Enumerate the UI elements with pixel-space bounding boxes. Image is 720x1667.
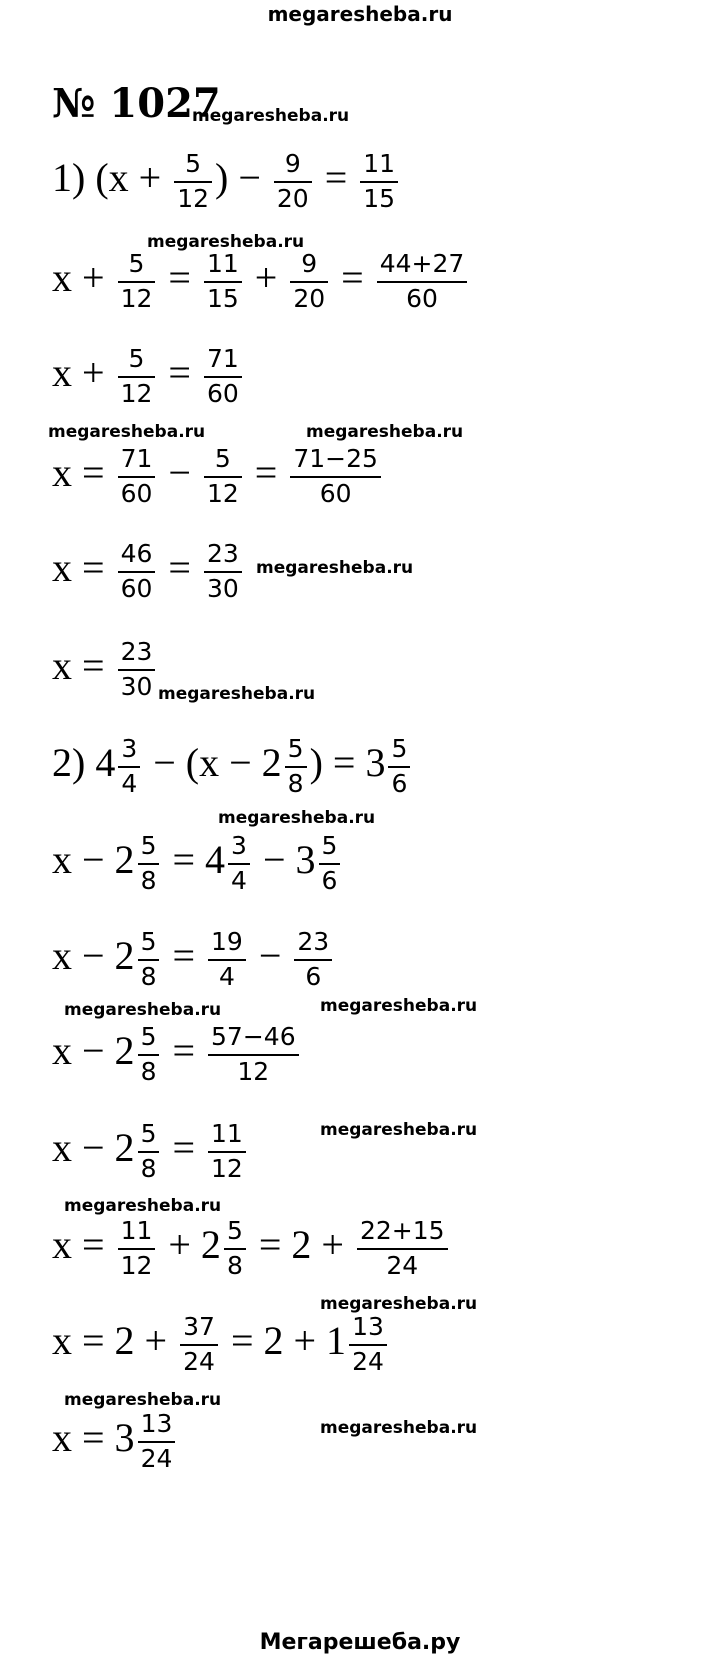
- equation-text: x − 2: [52, 836, 135, 882]
- watermark: megaresheba.ru: [256, 558, 414, 578]
- numerator: 5: [138, 1120, 160, 1153]
- equation-text: 1) (x +: [52, 154, 172, 200]
- watermark: megaresheba.ru: [320, 1294, 478, 1314]
- fraction: [204, 345, 242, 409]
- equation-text: =: [331, 254, 374, 300]
- equation-line: [52, 150, 401, 214]
- fraction: [228, 832, 250, 896]
- equation-text: x =: [52, 449, 115, 495]
- equation-line: [52, 1023, 302, 1087]
- numerator: 46: [118, 540, 156, 573]
- equation-text: x − 2: [52, 932, 135, 978]
- numerator: 5: [174, 150, 212, 183]
- numerator: 13: [349, 1313, 387, 1346]
- denominator: 60: [206, 378, 239, 408]
- fraction: [204, 445, 242, 509]
- watermark: megaresheba.ru: [64, 1196, 222, 1216]
- numerator: 5: [118, 345, 156, 378]
- numerator: 5: [138, 1023, 160, 1056]
- denominator: 24: [183, 1346, 215, 1376]
- watermark: megaresheba.ru: [320, 1120, 478, 1140]
- numerator: 9: [274, 150, 312, 183]
- fraction: [294, 928, 332, 992]
- numerator: 57−46: [208, 1023, 299, 1056]
- equation-line: [52, 928, 335, 992]
- denominator: 30: [120, 671, 153, 701]
- denominator: 60: [120, 478, 153, 508]
- equation-line: [52, 345, 245, 409]
- fraction: [360, 150, 398, 214]
- denominator: 8: [140, 961, 157, 991]
- equation-text: = 4: [162, 836, 226, 882]
- fraction: [357, 1217, 448, 1281]
- numerator: 5: [138, 832, 160, 865]
- equation-text: = 2 +: [248, 1221, 354, 1267]
- equation-line: [52, 250, 470, 314]
- denominator: 12: [120, 378, 153, 408]
- fraction: [204, 540, 242, 604]
- equation-text: =: [162, 1027, 206, 1073]
- numerator: 9: [290, 250, 328, 283]
- denominator: 24: [140, 1443, 173, 1473]
- fraction: [138, 1410, 176, 1474]
- watermark: megaresheba.ru: [158, 684, 316, 704]
- denominator: 12: [206, 478, 239, 508]
- equation-text: x = 2 +: [52, 1317, 178, 1363]
- equation-text: x =: [52, 642, 115, 688]
- watermark: megaresheba.ru: [218, 808, 376, 828]
- watermark: megaresheba.ru: [48, 422, 206, 442]
- fraction: [138, 928, 160, 992]
- equation-line: [52, 540, 245, 604]
- fraction: [138, 1023, 160, 1087]
- header-watermark: megaresheba.ru: [267, 2, 453, 26]
- equation-line: [52, 1217, 451, 1281]
- equation-text: =: [158, 544, 201, 590]
- equation-text: =: [314, 154, 358, 200]
- fraction: [174, 150, 212, 214]
- problem-title: № 1027: [52, 80, 221, 127]
- equation-line: [52, 1120, 249, 1184]
- denominator: 4: [218, 961, 235, 991]
- fraction: [285, 735, 307, 799]
- fraction: [118, 250, 156, 314]
- numerator: 11: [118, 1217, 156, 1250]
- denominator: 4: [121, 768, 138, 798]
- numerator: 22+15: [357, 1217, 448, 1250]
- denominator: 4: [231, 865, 247, 895]
- numerator: 11: [204, 250, 242, 283]
- numerator: 19: [208, 928, 246, 961]
- equation-text: =: [158, 349, 201, 395]
- watermark: megaresheba.ru: [64, 1000, 222, 1020]
- equation-line: [52, 445, 384, 509]
- fraction: [118, 735, 140, 799]
- denominator: 8: [287, 768, 304, 798]
- denominator: 60: [120, 573, 153, 603]
- fraction: [118, 445, 156, 509]
- denominator: 12: [120, 283, 153, 313]
- watermark: megaresheba.ru: [192, 106, 350, 126]
- equation-text: −: [248, 932, 292, 978]
- equation-text: 2) 4: [52, 739, 116, 785]
- equation-text: + 2: [158, 1221, 221, 1267]
- denominator: 30: [206, 573, 239, 603]
- equation-text: − 3: [252, 836, 316, 882]
- numerator: 5: [224, 1217, 246, 1250]
- fraction: [349, 1313, 387, 1377]
- numerator: 71: [118, 445, 156, 478]
- numerator: 11: [208, 1120, 246, 1153]
- equation-text: x − 2: [52, 1027, 135, 1073]
- numerator: 13: [138, 1410, 176, 1443]
- numerator: 71−25: [290, 445, 381, 478]
- fraction: [118, 638, 156, 702]
- denominator: 8: [140, 1056, 157, 1086]
- fraction: [290, 250, 328, 314]
- equation-text: =: [244, 449, 288, 495]
- denominator: 8: [226, 1250, 243, 1280]
- fraction: [204, 250, 242, 314]
- equation-text: ) −: [215, 154, 271, 200]
- numerator: 23: [204, 540, 242, 573]
- fraction: [274, 150, 312, 214]
- equation-text: x +: [52, 349, 115, 395]
- fraction: [208, 1023, 299, 1087]
- denominator: 6: [321, 865, 338, 895]
- equation-text: =: [158, 254, 201, 300]
- fraction: [118, 1217, 156, 1281]
- numerator: 44+27: [377, 250, 468, 283]
- equation-text: = 2 + 1: [220, 1317, 347, 1363]
- numerator: 23: [118, 638, 156, 671]
- denominator: 24: [386, 1250, 419, 1280]
- denominator: 60: [319, 478, 352, 508]
- equation-line: [52, 638, 158, 702]
- watermark: megaresheba.ru: [320, 1418, 478, 1438]
- numerator: 3: [228, 832, 250, 865]
- numerator: 23: [294, 928, 332, 961]
- numerator: 11: [360, 150, 398, 183]
- equation-text: ) = 3: [309, 739, 386, 785]
- denominator: 6: [305, 961, 322, 991]
- denominator: 12: [237, 1056, 270, 1086]
- numerator: 5: [319, 832, 341, 865]
- equation-text: x +: [52, 254, 115, 300]
- equation-line: [52, 735, 413, 799]
- fraction: [224, 1217, 246, 1281]
- watermark: megaresheba.ru: [320, 996, 478, 1016]
- equation-text: x = 3: [52, 1414, 135, 1460]
- watermark: megaresheba.ru: [147, 232, 305, 252]
- numerator: 5: [204, 445, 242, 478]
- equation-text: +: [244, 254, 288, 300]
- fraction: [319, 832, 341, 896]
- equation-text: x =: [52, 544, 115, 590]
- denominator: 8: [140, 865, 157, 895]
- denominator: 20: [293, 283, 326, 313]
- denominator: 12: [120, 1250, 153, 1280]
- equation-line: [52, 1313, 390, 1377]
- watermark: megaresheba.ru: [64, 1390, 222, 1410]
- fraction: [208, 1120, 246, 1184]
- fraction: [118, 345, 156, 409]
- equation-line: [52, 1410, 178, 1474]
- footer-watermark: Мегарешеба.ру: [259, 1630, 461, 1655]
- denominator: 8: [140, 1153, 157, 1183]
- denominator: 24: [352, 1346, 384, 1376]
- denominator: 12: [211, 1153, 243, 1183]
- fraction: [290, 445, 381, 509]
- numerator: 5: [138, 928, 160, 961]
- denominator: 12: [177, 183, 210, 213]
- watermark: megaresheba.ru: [306, 422, 464, 442]
- numerator: 5: [118, 250, 156, 283]
- fraction: [388, 735, 410, 799]
- numerator: 5: [285, 735, 307, 768]
- denominator: 15: [363, 183, 396, 213]
- equation-text: − (x − 2: [143, 739, 282, 785]
- numerator: 71: [204, 345, 242, 378]
- equation-text: x − 2: [52, 1124, 135, 1170]
- denominator: 6: [391, 768, 408, 798]
- fraction: [377, 250, 468, 314]
- equation-text: x =: [52, 1221, 115, 1267]
- denominator: 20: [276, 183, 309, 213]
- fraction: [180, 1313, 218, 1377]
- denominator: 15: [206, 283, 239, 313]
- fraction: [138, 1120, 160, 1184]
- denominator: 60: [406, 283, 438, 313]
- equation-text: −: [158, 449, 201, 495]
- fraction: [138, 832, 160, 896]
- fraction: [208, 928, 246, 992]
- numerator: 3: [118, 735, 140, 768]
- equation-text: =: [162, 1124, 206, 1170]
- numerator: 5: [388, 735, 410, 768]
- equation-text: =: [162, 932, 206, 978]
- equation-line: [52, 832, 343, 896]
- fraction: [118, 540, 156, 604]
- numerator: 37: [180, 1313, 218, 1346]
